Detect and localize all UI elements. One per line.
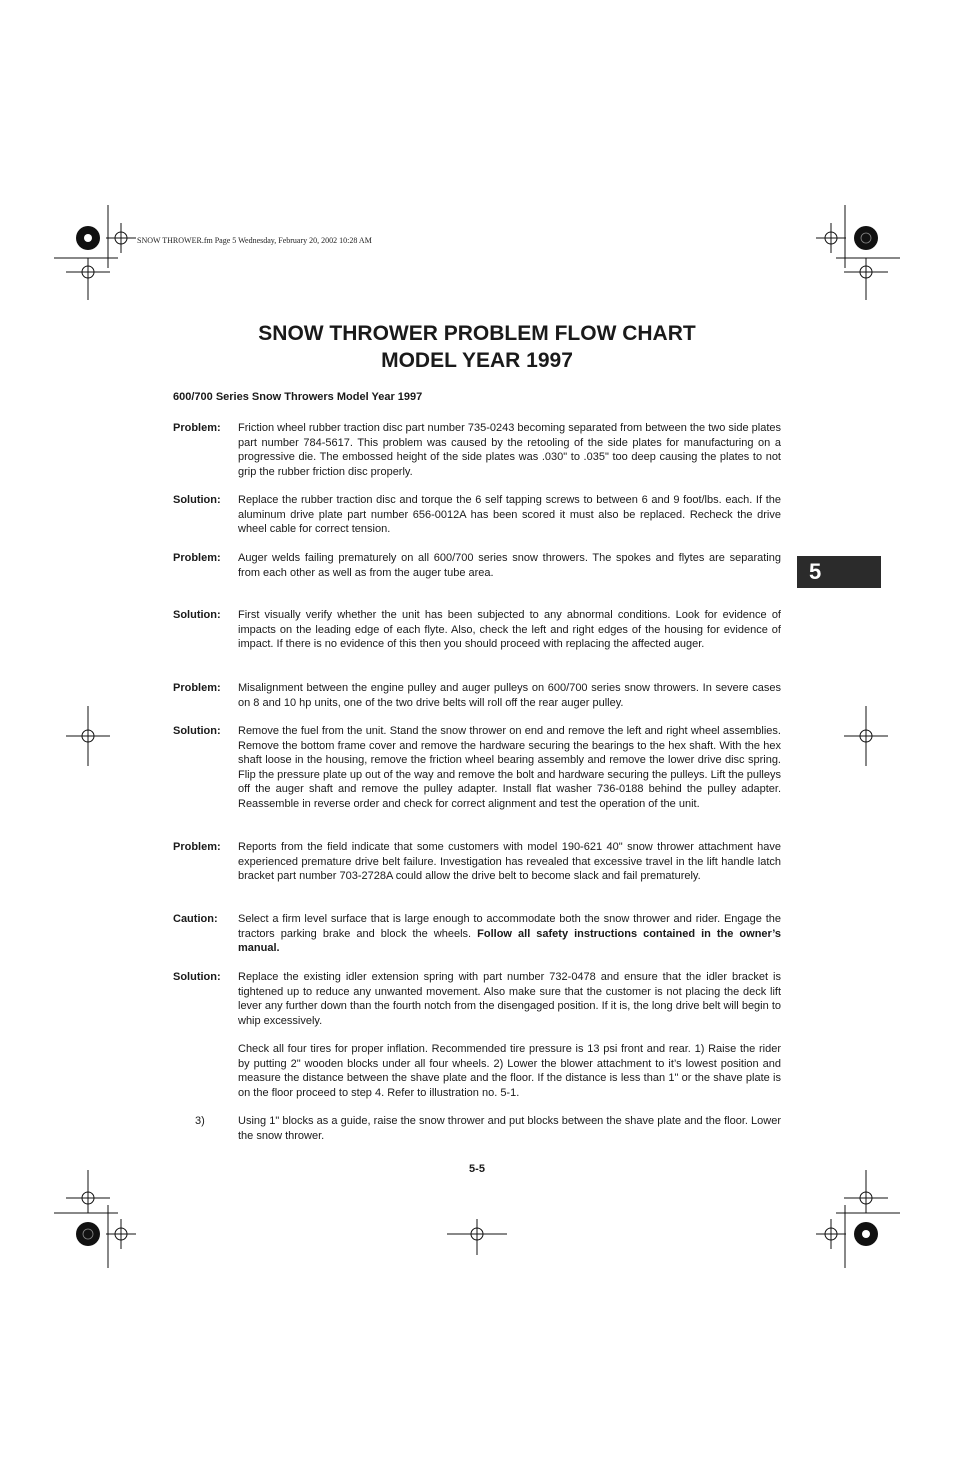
crosshair-mark (106, 223, 136, 253)
print-header-line: SNOW THROWER.fm Page 5 Wednesday, February 20, 2002 10:28 AM (137, 236, 372, 245)
entry-label: Solution: (173, 971, 221, 983)
entry-text: Check all four tires for proper inflation. Recommended tire pressure is 13 psi front and rear. 1) Raise the rider by putting 2" wooden blocks under all four wheels. 2) Lower the blower attachment to it’s lowest position and measure the distance between the shave plate and the floor. If the distance is less than 1" or the shave plate is on the floor proceed to step 4. Refer to illustration no. 5-1. (238, 1043, 781, 1099)
starburst-mark-bottom-right (854, 1222, 878, 1246)
crosshair-mark (844, 1170, 888, 1213)
entry-solution-1 (173, 493, 781, 537)
entry-problem-1 (173, 421, 781, 479)
section-subtitle: 600/700 Series Snow Throwers Model Year 1997 (173, 391, 423, 403)
entry-solution-4 (173, 970, 781, 1028)
crosshair-mark (816, 1219, 846, 1249)
entry-solution-3 (173, 724, 781, 811)
solid-mark-bottom-left (76, 1222, 100, 1246)
entry-text: Replace the rubber traction disc and torque the 6 self tapping screws to between 6 and 9 foot/lbs. each. If the aluminum drive plate part number 656-0012A has been scored it must also be replaced. Recheck the drive wheel cable for correct tension. (238, 494, 781, 535)
entry-text: Replace the existing idler extension spring with part number 732-0478 and ensure that the idler bracket is tightened up to reduce any unwanted movement. Also make sure that the customer is not placing the deck lift lever any further down than the fourth notch from the disengaged position. If it is, the long drive belt will begin to whip excessively. (238, 971, 781, 1027)
crosshair-mark (66, 258, 110, 300)
entry-problem-3 (173, 681, 781, 710)
entry-text (238, 912, 781, 956)
starburst-mark-top-left (76, 226, 100, 250)
entry-text: Reports from the field indicate that some customers with model 190-621 40" snow thrower attachment have experienced premature drive belt failure. Investigation has revealed that excessive travel in the lift handle latch bracket part number 703-2728A could allow the drive belt to become slack and fail prematurely. (238, 841, 781, 882)
entry-label: Problem: (173, 552, 221, 564)
entry-text: Auger welds failing prematurely on all 600/700 series snow throwers. The spokes and flytes are separating from each other as well as from the auger tube area. (238, 552, 781, 579)
entry-text: First visually verify whether the unit has been subjected to any abnormal conditions. Look for evidence of impacts on the leading edge of each flyte. Also, check the left and right edges of the housing for evidence of impact. If there is no evidence of this then you should proceed with replacing the affected auger. (238, 609, 781, 650)
entry-label: Problem: (173, 841, 221, 853)
entry-label: Solution: (173, 494, 221, 506)
crosshair-mark (66, 706, 110, 766)
caution-bold-text: Follow all safety instructions contained in the owner’s manual. (238, 927, 781, 954)
entry-problem-2 (173, 551, 781, 580)
crosshair-mark (844, 706, 888, 766)
entry-step-number: 3) (195, 1115, 205, 1127)
solid-mark-top-right (854, 226, 878, 250)
title-line-1: SNOW THROWER PROBLEM FLOW CHART (258, 322, 696, 345)
crosshair-mark (106, 1219, 136, 1249)
title-line-2: MODEL YEAR 1997 (381, 349, 573, 372)
entry-text: Friction wheel rubber traction disc part number 735-0243 becoming separated from between the two side plates part number 784-5617. This problem was caused by the retooling of the side plates for manufacturing on a progressive die. The embossed height of the side plates was .030" to .035" too deep causing the plates to not grip the rubber friction disc properly. (238, 422, 781, 478)
crosshair-mark (66, 1170, 110, 1213)
crosshair-mark (844, 258, 888, 300)
crosshair-mark (447, 1219, 507, 1255)
entry-text: Remove the fuel from the unit. Stand the snow thrower on end and remove the left and right wheel assemblies. Remove the bottom frame cover and remove the hardware securing the bearings to the hex shaft. With the hex shaft loose in the housing, remove the friction wheel bearing assembly and remove the lower drive disc spring. Flip the pressure plate up out of the way and remove the bolt and hardware securing the pulleys. Lift the pulleys off the auger shaft and remove the pulley adapter. Install flat washer 736-0188 behind the pulley adapter. Reassemble in reverse order and check for correct alignment and test the operation of the unit. (238, 725, 781, 810)
entry-label: Solution: (173, 609, 221, 621)
entry-label: Solution: (173, 725, 221, 737)
entry-label: Caution: (173, 913, 218, 925)
entry-label: Problem: (173, 682, 221, 694)
page-title (0, 320, 954, 374)
caution-text: Select a firm level surface that is large enough to accommodate both the snow thrower and rider. Engage the tractors parking brake and block the wheels. (238, 913, 781, 940)
page-number: 5-5 (469, 1163, 485, 1175)
entry-problem-4 (173, 840, 781, 884)
crosshair-mark (816, 223, 846, 253)
entry-label: Problem: (173, 422, 221, 434)
entry-text: Misalignment between the engine pulley and auger pulleys on 600/700 series snow throwers. In severe cases on 8 and 10 hp units, one of the two drive belts will roll off the rear auger pulley. (238, 682, 781, 709)
chapter-tab: 5 (797, 556, 881, 588)
entry-caution (173, 912, 781, 956)
entry-text: Using 1" blocks as a guide, raise the snow thrower and put blocks between the shave plate and the floor. Lower the snow thrower. (238, 1115, 781, 1142)
entry-step-3 (173, 1114, 781, 1143)
entry-solution-2 (173, 608, 781, 652)
entry-continuation (173, 1042, 781, 1100)
